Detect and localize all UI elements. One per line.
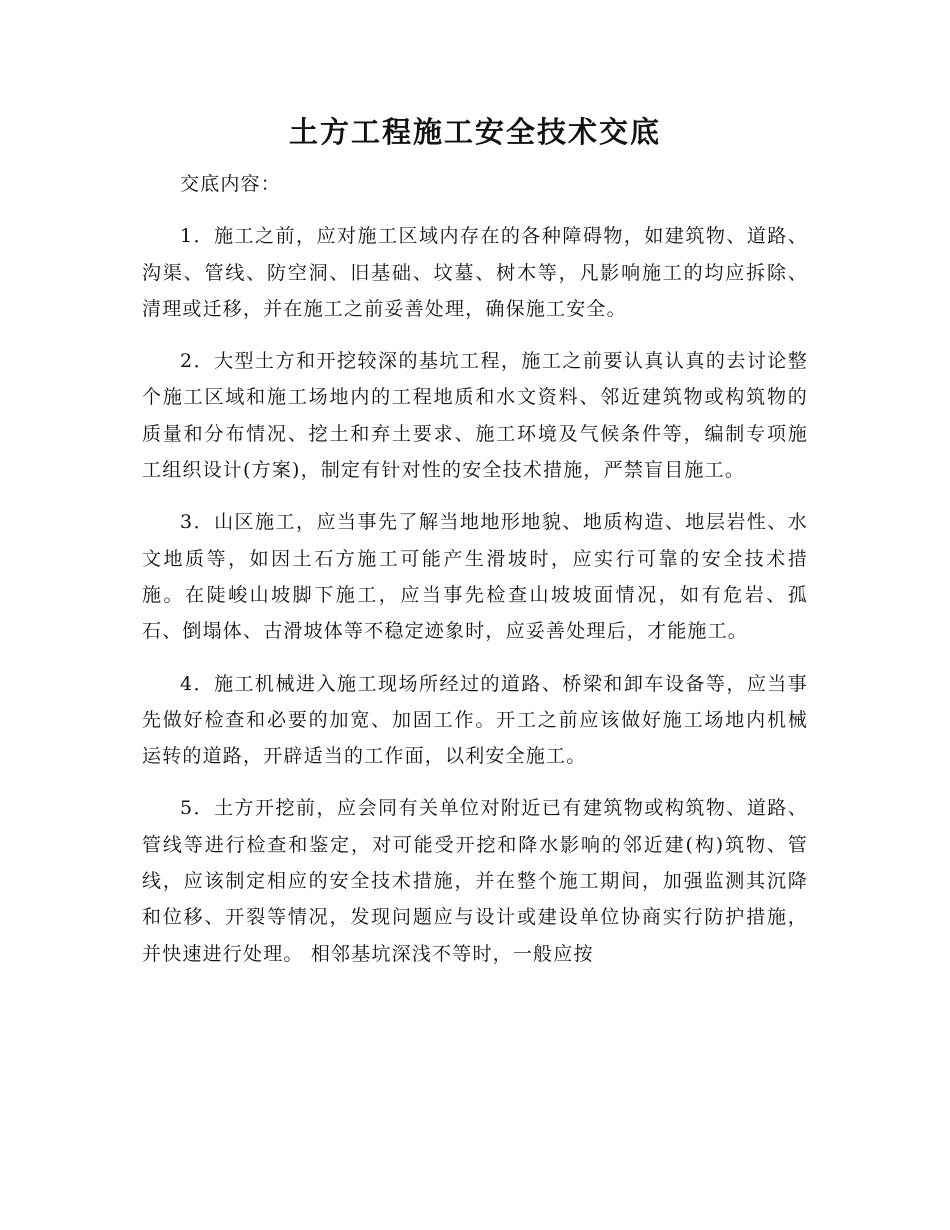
intro-label: 交底内容： [180, 173, 282, 195]
paragraph-4: 4．施工机械进入施工现场所经过的道路、桥梁和卸车设备等，应当事先做好检查和必要的加宽、加固工作。开工之前应该做好施工场地内机械运转的道路，开辟适当的工作面，以利安全施工。 [142, 672, 808, 768]
paragraph-5: 5．土方开挖前，应会同有关单位对附近已有建筑物或构筑物、道路、管线等进行检查和鉴定，对可能受开挖和降水影响的邻近建(构)筑物、管线，应该制定相应的安全技术措施，并在整个施工期间，加强监测其沉降和位移、开裂等情况，发现问题应与设计或建设单位协商实行防护措施，并快速进行处理。 相邻基坑深浅不等时，一般应按 [142, 797, 808, 965]
document-title: 土方工程施工安全技术交底 [288, 115, 661, 149]
paragraph-2: 2．大型土方和开挖较深的基坑工程，施工之前要认真认真的去讨论整个施工区域和施工场地内的工程地质和水文资料、邻近建筑物或构筑物的质量和分布情况、挖土和弃土要求、施工环境及气候条件等，编制专项施工组织设计(方案)，制定有针对性的安全技术措施，严禁盲目施工。 [142, 350, 808, 482]
paragraph-3: 3．山区施工，应当事先了解当地地形地貌、地质构造、地层岩性、水文地质等，如因土石方施工可能产生滑坡时，应实行可靠的安全技术措施。在陡峻山坡脚下施工，应当事先检查山坡坡面情况，如有危岩、孤石、倒塌体、古滑坡体等不稳定迹象时，应妥善处理后，才能施工。 [142, 511, 808, 643]
document-body [142, 166, 808, 988]
paragraph-1: 1．施工之前，应对施工区域内存在的各种障碍物，如建筑物、道路、沟渠、管线、防空洞、旧基础、坟墓、树木等，凡影响施工的均应拆除、清理或迁移，并在施工之前妥善处理，确保施工安全。 [142, 225, 808, 320]
